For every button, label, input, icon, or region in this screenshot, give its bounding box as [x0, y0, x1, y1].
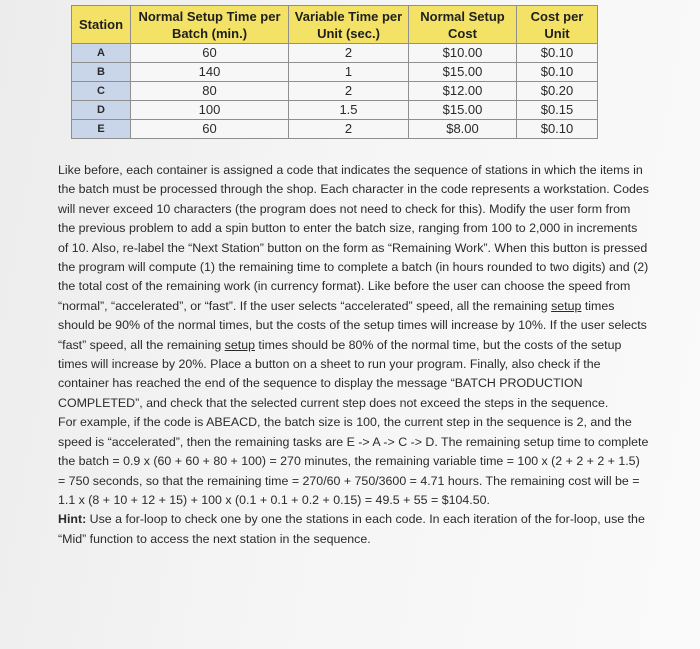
- hint-text: Use a for-loop to check one by one the stations in each code. In each iteration of the for-loop, use the “Mid” function to access the next station in the sequence.: [58, 512, 645, 546]
- table-row: [72, 44, 598, 63]
- header-cost-per-unit: Cost per Unit: [517, 6, 598, 44]
- header-variable-time: Variable Time per Unit (sec.): [289, 6, 409, 44]
- unit-cost-cell: $0.20: [517, 82, 598, 101]
- setup-cost-cell: $8.00: [409, 120, 517, 139]
- variable-time-cell: 1: [289, 63, 409, 82]
- station-cell: D: [72, 101, 131, 120]
- variable-time-cell: 2: [289, 44, 409, 63]
- setup-time-cell: 140: [131, 63, 289, 82]
- instructions-text-part3: times should be 80% of the normal time, but the costs of the setup times will increase by 20%. Place a button on a sheet to run your program. Finally, also check if the container has reached the end of the sequence to display the message “BATCH PRODUCTION COMPLETED”, and check that the selected current step does not exceed the steps in the sequence.: [58, 337, 622, 410]
- example-paragraph: For example, if the code is ABEACD, the batch size is 100, the current step in the sequence is 2, and the speed is “accelerated”, then the remaining tasks are E -> A -> C -> D. The remaining setup time to complete the batch = 0.9 x (60 + 60 + 80 + 100) = 270 minutes, the remaining variable time = 100 x (2 + 2 + 2 + 1.5) = 750 seconds, so that the remaining time = 270/60 + 750/3600 = 4.71 hours. The remaining cost will be = 1.1 x (8 + 10 + 12 + 15) + 100 x (0.1 + 0.1 + 0.2 + 0.15) = 49.5 + 55 = $104.50.: [58, 415, 649, 507]
- setup-underlined-word: setup: [224, 337, 255, 352]
- unit-cost-cell: $0.10: [517, 63, 598, 82]
- variable-time-cell: 2: [289, 120, 409, 139]
- station-cell: C: [72, 82, 131, 101]
- variable-time-cell: 2: [289, 82, 409, 101]
- hint-paragraph: [58, 510, 650, 549]
- instructions-text-part1: Like before, each container is assigned a code that indicates the sequence of stations in which the items in the batch must be processed through the shop. Each character in the code represents a workstation. Codes will never exceed 10 characters (the program does not need to check for this). Modify the user form from the previous problem to add a spin button to enter the batch size, ranging from 100 to 2,000 in increments of 10. Also, re-label the “Next Station” button on the form as “Remaining Work”. When this button is pressed the program will compute (1) the remaining time to complete a batch (in hours rounded to two digits) and (2) the total cost of the remaining work (in currency format). Like before the user can choose the speed from “normal”, “accelerated”, or “fast”. If the user selects “accelerated” speed, all the remaining: [58, 163, 649, 313]
- unit-cost-cell: $0.15: [517, 101, 598, 120]
- instructions-paragraph: [58, 161, 650, 413]
- variable-time-cell: 1.5: [289, 101, 409, 120]
- setup-cost-cell: $15.00: [409, 63, 517, 82]
- table-row: [72, 63, 598, 82]
- table-row: [72, 82, 598, 101]
- problem-text: [58, 161, 650, 549]
- unit-cost-cell: $0.10: [517, 120, 598, 139]
- setup-time-cell: 80: [131, 82, 289, 101]
- table-row: [72, 120, 598, 139]
- setup-underlined-word: setup: [551, 298, 582, 313]
- station-table: [71, 5, 598, 139]
- hint-label: Hint:: [58, 512, 87, 527]
- header-station: Station: [72, 6, 131, 44]
- setup-cost-cell: $15.00: [409, 101, 517, 120]
- setup-cost-cell: $12.00: [409, 82, 517, 101]
- instructions-text-part2: times should be 90% of the normal times, but the costs of the setup times will increase by 10%. If the user selects “fast” speed, all the remaining: [58, 298, 647, 352]
- station-cell: E: [72, 120, 131, 139]
- header-normal-setup-time: Normal Setup Time per Batch (min.): [131, 6, 289, 44]
- header-normal-setup-cost: Normal Setup Cost: [409, 6, 517, 44]
- table-header-row: [72, 6, 598, 44]
- station-cell: B: [72, 63, 131, 82]
- unit-cost-cell: $0.10: [517, 44, 598, 63]
- station-cell: A: [72, 44, 131, 63]
- setup-cost-cell: $10.00: [409, 44, 517, 63]
- table-row: [72, 101, 598, 120]
- setup-time-cell: 60: [131, 120, 289, 139]
- setup-time-cell: 100: [131, 101, 289, 120]
- setup-time-cell: 60: [131, 44, 289, 63]
